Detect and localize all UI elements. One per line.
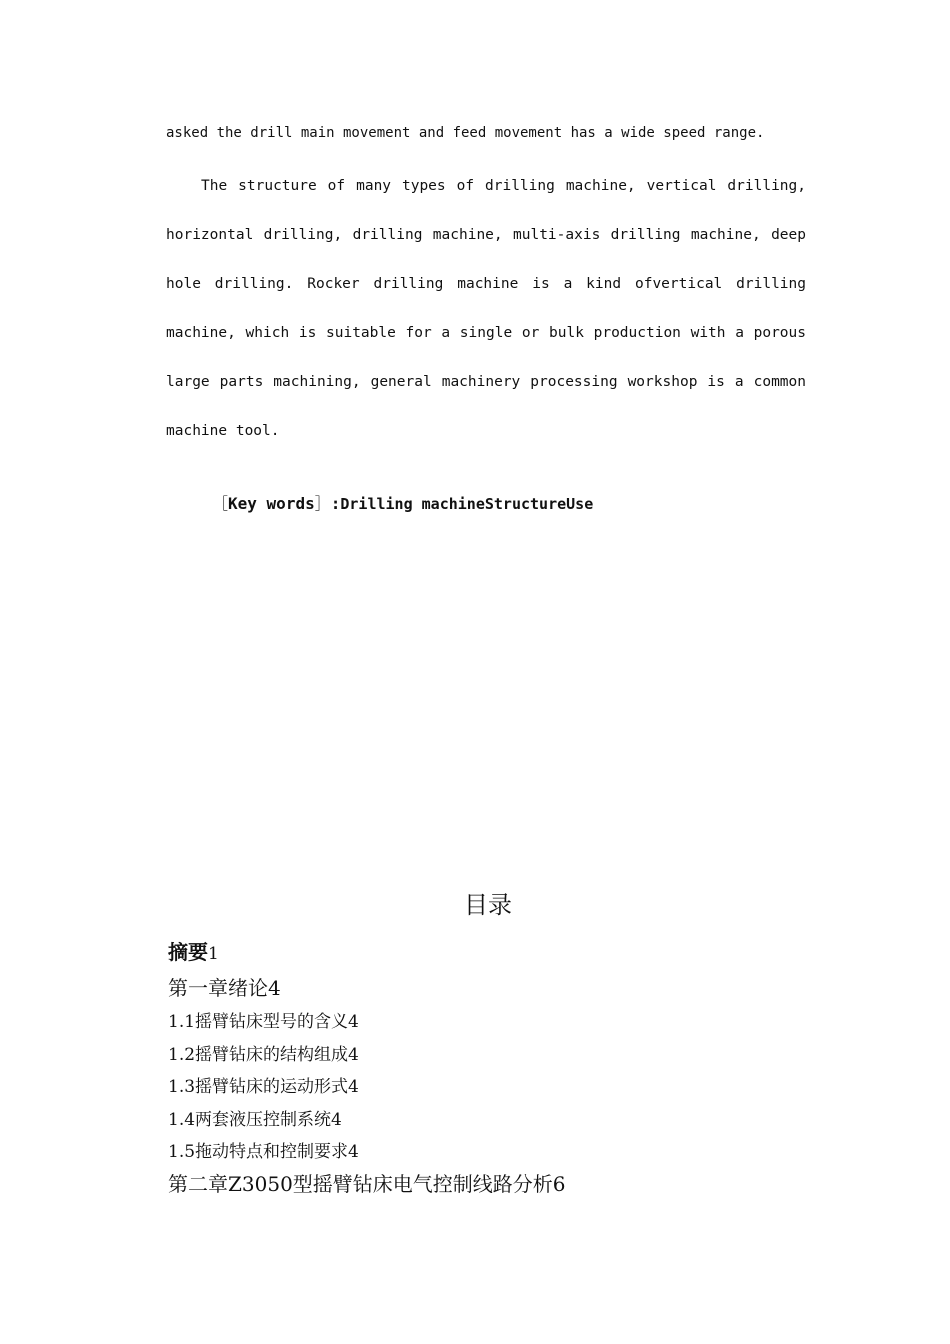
toc-entry-1-3[interactable] — [168, 1072, 359, 1097]
toc-entry-page: 4 — [268, 976, 281, 1000]
toc-entry-title: 1.2摇臂钻床的结构组成 — [168, 1045, 349, 1065]
toc-entry-page: 6 — [552, 1172, 566, 1196]
toc-entry-chapter-2[interactable] — [168, 1168, 566, 1197]
toc-entry-title: 1.1摇臂钻床型号的含义 — [168, 1012, 349, 1032]
toc-entry-chapter-1[interactable] — [168, 972, 281, 1001]
toc-entry-page: 4 — [348, 1012, 359, 1032]
toc-entry-1-1[interactable] — [168, 1007, 359, 1032]
toc-entry-title: 摘要 — [168, 940, 208, 964]
toc-entry-title: 1.3摇臂钻床的运动形式 — [168, 1077, 349, 1097]
keywords-open-bracket: ［ — [212, 494, 229, 513]
toc-entry-page: 4 — [348, 1142, 359, 1162]
toc-entry-1-5[interactable] — [168, 1137, 359, 1162]
keywords-line — [212, 491, 593, 517]
toc-entry-page: 4 — [348, 1077, 359, 1097]
toc-entry-abstract[interactable] — [168, 936, 219, 965]
toc-entry-page: 4 — [331, 1110, 342, 1130]
toc-entry-title: 第一章绪论 — [168, 976, 268, 1000]
toc-entry-page: 4 — [348, 1045, 359, 1065]
toc-entry-1-4[interactable] — [168, 1105, 342, 1130]
abstract-text-continued: asked the drill main movement and feed movement has a wide speed range. — [166, 125, 765, 141]
toc-entry-page: 1 — [208, 944, 219, 964]
toc-entry-title: 1.5拖动特点和控制要求 — [168, 1142, 349, 1162]
toc-entry-title: 1.4两套液压控制系统 — [168, 1110, 332, 1130]
keywords-close-bracket: ］ — [314, 494, 331, 513]
toc-entry-title: 第二章Z3050型摇臂钻床电气控制线路分析 — [168, 1172, 553, 1196]
keywords-separator: : — [330, 494, 341, 513]
abstract-paragraph: The structure of many types of drilling machine, vertical drilling, horizontal drilling, drilling machine, multi-axis drilling machine, deep hole drilling. Rocker drilling machine is a kind ofvertical drilling machine, which is suitable for a single or bulk production with a porous large parts machining, general machinery processing workshop is a common machine tool. — [166, 178, 806, 439]
keywords-value: Drilling machineStructureUse — [340, 495, 594, 513]
keywords-label: Key words — [228, 494, 315, 513]
toc-title: 目录 — [464, 891, 512, 919]
toc-entry-1-2[interactable] — [168, 1040, 359, 1065]
